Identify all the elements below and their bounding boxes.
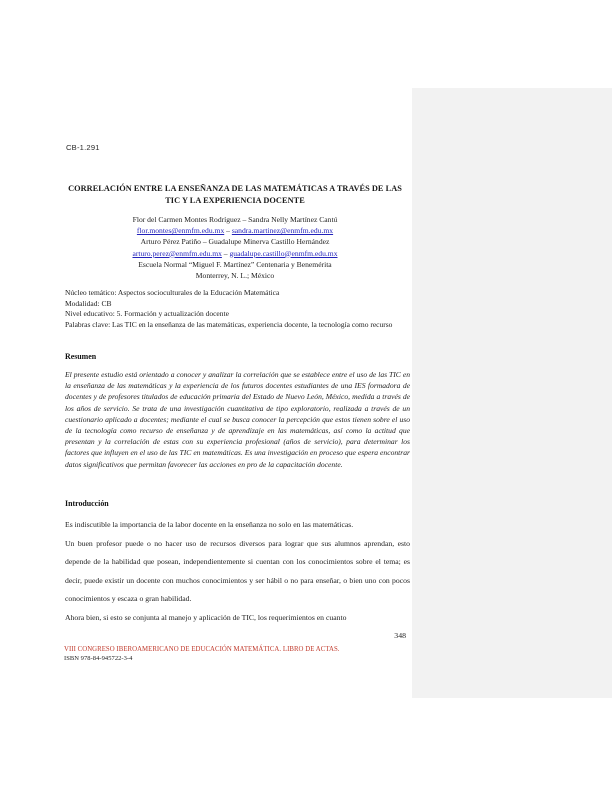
introduction-body xyxy=(65,516,410,628)
introduction-heading: Introducción xyxy=(65,499,109,508)
page-footer xyxy=(64,645,414,663)
metadata-nivel-educativo: Nivel educativo: 5. Formación y actualización docente xyxy=(65,309,229,319)
introduction-paragraph-1: Es indiscutible la importancia de la labor docente en la enseñanza no solo en las matemáticas. xyxy=(65,520,354,529)
footer-conference-name: VIII CONGRESO IBEROAMERICANO DE EDUCACIÓN MATEMÁTICA. LIBRO DE ACTAS. xyxy=(64,646,340,653)
metadata-nucleo-tematico: Núcleo temático: Aspectos socioculturales de la Educación Matemática xyxy=(65,288,280,297)
author-block xyxy=(64,214,406,281)
page-number: 348 xyxy=(394,631,406,640)
metadata-palabras-clave: Palabras clave: Las TIC en la enseñanza de las matemáticas, experiencia docente, la tecnología como recurso xyxy=(65,319,393,329)
author-email-1a[interactable]: flor.montes@enmfm.edu.mx xyxy=(136,226,225,236)
author-email-2b[interactable]: guadalupe.castillo@enmfm.edu.mx xyxy=(229,248,338,258)
abstract-heading: Resumen xyxy=(65,352,97,361)
page-title: CORRELACIÓN ENTRE LA ENSEÑANZA DE LAS MATEMÁTICAS A TRAVÉS DE LAS TIC Y LA EXPERIENCIA DOCENTE xyxy=(68,184,402,205)
author-line-2: Arturo Pérez Patiño – Guadalupe Minerva Castillo Hernández xyxy=(140,237,330,247)
introduction-paragraph-3: Ahora bien, si esto se conjunta al manejo y aplicación de TIC, los requerimientos en cuanto xyxy=(65,612,347,622)
introduction-paragraph-2: Un buen profesor puede o no hacer uso de recursos diversos para lograr que sus alumnos aprendan, esto depende de la habilidad que posean, independientemente si cuentan con los conocimientos sobre el tema; es decir, puede existir un docente con muchos conocimientos y ser hábil o no para enseñar, o bien uno con pocos conocimientos y escaza o gran habilidad. xyxy=(65,538,410,604)
document-code: CB-1.291 xyxy=(66,143,100,152)
abstract-text: El presente estudio está orientado a conocer y analizar la correlación que se establece entre el uso de las TIC en la enseñanza de las matemáticas y la experiencia de los futuros docentes estudiantes de una IES formadora de docentes y de profesores titulados de educación primaria del Estado de Nuevo León, México, medida a través de los años de servicio. Se trata de una investigación cuantitativa de tipo exploratorio, realizada a través de un cuestionario aplicado a docentes; mediante el cual se busca conocer la percepción que estos tienen sobre el uso de la tecnología como recurso de enseñanza y de aprendizaje en las matemáticas, así como la actitud que presentan y la correlación de estas con su experiencia profesional (años de servicio), para determinar los factores que influyen en el uso de las TIC en matemáticas. Es una investigación en proceso que espera encontrar datos significativos que permitan favorecer las acciones en pro de la capacitación docente. xyxy=(65,370,410,469)
metadata-block xyxy=(65,288,410,330)
author-line-1: Flor del Carmen Montes Rodríguez – Sandra Nelly Martínez Cantú xyxy=(132,215,338,224)
author-email-2a[interactable]: arturo.perez@enmfm.edu.mx xyxy=(132,248,222,258)
footer-isbn: ISBN 978-84-945722-3-4 xyxy=(64,655,133,662)
email-line-2 xyxy=(64,248,406,259)
email-separator-2: – xyxy=(221,248,230,258)
email-separator-1: – xyxy=(224,226,232,236)
institution-name: Escuela Normal “Miguel F. Martínez” Centenaria y Benemérita xyxy=(138,259,332,269)
author-email-1b[interactable]: sandra.martinez@enmfm.edu.mx xyxy=(231,226,334,236)
metadata-modalidad: Modalidad: CB xyxy=(65,298,112,308)
email-line-1 xyxy=(64,225,406,236)
institution-location: Monterrey, N. L.; México xyxy=(195,271,275,281)
